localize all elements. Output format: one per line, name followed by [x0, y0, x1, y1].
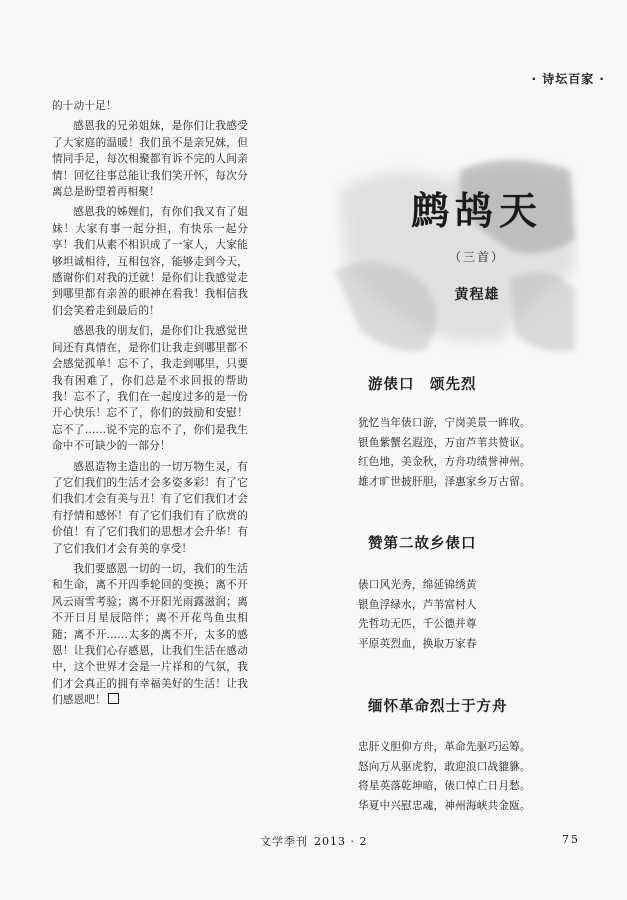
- poem-line: 银鱼浮绿水，芦苇富村人: [358, 598, 477, 611]
- poem-line: 平原英烈血，换取万家春: [358, 637, 477, 650]
- poem-line: 将星英落乾坤暗，俵口悼亡日月愁。: [358, 780, 531, 793]
- essay-paragraph-text: 我们要感恩一切的一切，我们的生活和生命，离不开四季轮回的变换；离不开风云雨雪考验；离不开阳光雨露滋润；离不开日月星辰陪伴；离不开花鸟鱼虫相随；离不开……太多的离不开，太多的感恩！让我们心存感恩，让我们生活在感动中，这个世界才会是一片祥和的气氛，我们才会真正的拥有幸福美好的生活！让我们感恩吧！: [52, 562, 248, 707]
- essay-paragraph: 感恩造物主造出的一切万物生灵，有了它们我们的生活才会多姿多彩！有了它们我们才会有美与丑！有了它们我们才会有抒情和感怀！有了它们我们有了欣赏的价值！有了它们我们的思想才会升华！有了它们我们才会有美的享受！: [52, 460, 248, 555]
- poem-line: 银鱼紫蟹名遐迩，万亩芦苇共赞讴。: [358, 436, 531, 449]
- poem-body: [358, 414, 568, 492]
- poem-title: 缅怀革命烈士于方舟: [368, 699, 508, 715]
- poem-title: 游俵口 颂先烈: [368, 377, 477, 393]
- poem-line: 忠肝义胆仰方舟，革命先驱巧运筹。: [358, 741, 531, 753]
- essay-paragraph: 的十动十足！: [52, 100, 117, 112]
- section-tag: · 诗坛百家 ·: [531, 72, 605, 86]
- main-title: 鹧鸪天: [410, 188, 543, 233]
- poem-title: 赞第二故乡俵口: [368, 536, 477, 552]
- essay-paragraph: 感恩我的朋友们，是你们让我感觉世间还有真情在，是你们让我走到哪里都不会感觉孤单！忘不了，我走到哪里，只要我有困难了，你们总是不求回报的帮助我！忘不了，我们在一起度过多的是一份开心快乐！忘不了，你们的鼓励和安慰！忘不了……说不完的忘不了，你们是我生命中不可缺少的一部分！: [52, 325, 248, 453]
- essay-paragraph: 感恩我的兄弟姐妹，是你们让我感受了大家庭的温暖！我们虽不是亲兄妹，但情同手足，每次相聚都有诉不完的人间亲情！回忆往事总能让我们笑开怀，每次分离总是盼望着再相聚！: [52, 120, 248, 199]
- poem-count-subtitle: （三首）: [448, 250, 505, 264]
- journal-name: 文学季刊: [260, 835, 308, 848]
- author-name: 黄程雄: [454, 287, 500, 303]
- poem-body: [358, 738, 568, 816]
- poem-line: 红色地，美金秋，方舟功绩誉神州。: [358, 456, 531, 469]
- poem-line: 先哲功无匹，千公德并尊: [358, 618, 477, 631]
- poem-body: [358, 576, 568, 654]
- essay-column: [52, 98, 248, 709]
- poem-line: 犹忆当年俵口游，宁岗美景一眸收。: [358, 417, 531, 429]
- essay-paragraph: [52, 561, 248, 709]
- issue-number: 2013 · 2: [314, 835, 368, 848]
- poem-line: 雄才旷世披肝胆，泽惠家乡万古留。: [358, 475, 531, 488]
- end-mark-icon: [108, 693, 119, 704]
- poem-line: 怒向万从驱虎豹，敢迎浪口战貔貅。: [358, 760, 531, 773]
- essay-paragraph: 感恩我的姊娌们，有你们我又有了姐妹！大家有事一起分担，有快乐一起分享！我们从素不相识成了一家人，大家能够坦诚相待，互相包容，能够走到今天，感谢你们对我的迁就！是你们让我感觉走到哪里都有亲善的眼神在看我！我相信我们会笑着走到最后的！: [52, 206, 248, 317]
- poem-line: 华夏中兴慰忠魂，神州海峡共金瓯。: [358, 799, 531, 812]
- page-footer: [260, 833, 367, 849]
- poem-line: 俵口风光秀，绵延锦绣黄: [358, 579, 477, 591]
- page-number: 75: [562, 833, 580, 846]
